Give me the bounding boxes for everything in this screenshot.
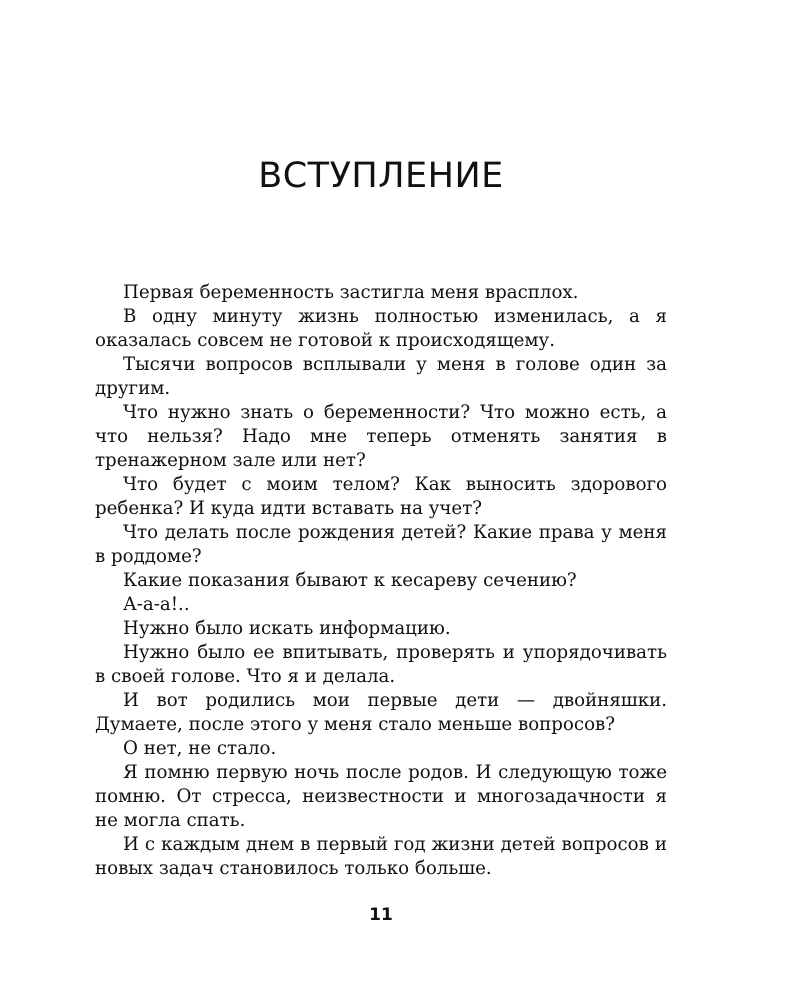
paragraph: Нужно было ее впитывать, проверять и упорядочивать в своей голове. Что я и делала.: [95, 642, 667, 687]
page-number: 11: [369, 905, 393, 925]
chapter-title: ВСТУПЛЕНИЕ: [258, 156, 504, 196]
paragraph: И вот родились мои первые дети — двойняшки. Думаете, после этого у меня стало меньше вопросов?: [95, 690, 667, 735]
paragraph: Какие показания бывают к кесареву сечению?: [123, 570, 577, 591]
paragraph: О нет, не стало.: [123, 738, 277, 759]
paragraph: И с каждым днем в первый год жизни детей вопросов и новых задач становилось только больше.: [95, 834, 667, 879]
chapter-body: [95, 281, 667, 881]
paragraph: Первая беременность застигла меня врасплох.: [123, 282, 579, 303]
paragraph: Я помню первую ночь после родов. И следующую тоже помню. От стресса, неизвестности и многозадачности я не могла спать.: [95, 762, 667, 831]
paragraph: Что будет с моим телом? Как выносить здорового ребенка? И куда идти вставать на учет?: [95, 474, 667, 519]
paragraph: Что нужно знать о беременности? Что можно есть, а что нельзя? Надо мне теперь отменять занятия в тренажерном зале или нет?: [95, 402, 667, 471]
paragraph: Нужно было искать информацию.: [123, 618, 451, 639]
paragraph: В одну минуту жизнь полностью изменилась, а я оказалась совсем не готовой к происходящему.: [95, 306, 667, 351]
paragraph: А-а-а!..: [123, 594, 190, 615]
paragraph: Что делать после рождения детей? Какие права у меня в роддоме?: [95, 522, 667, 567]
paragraph: Тысячи вопросов всплывали у меня в голове один за другим.: [95, 354, 667, 399]
